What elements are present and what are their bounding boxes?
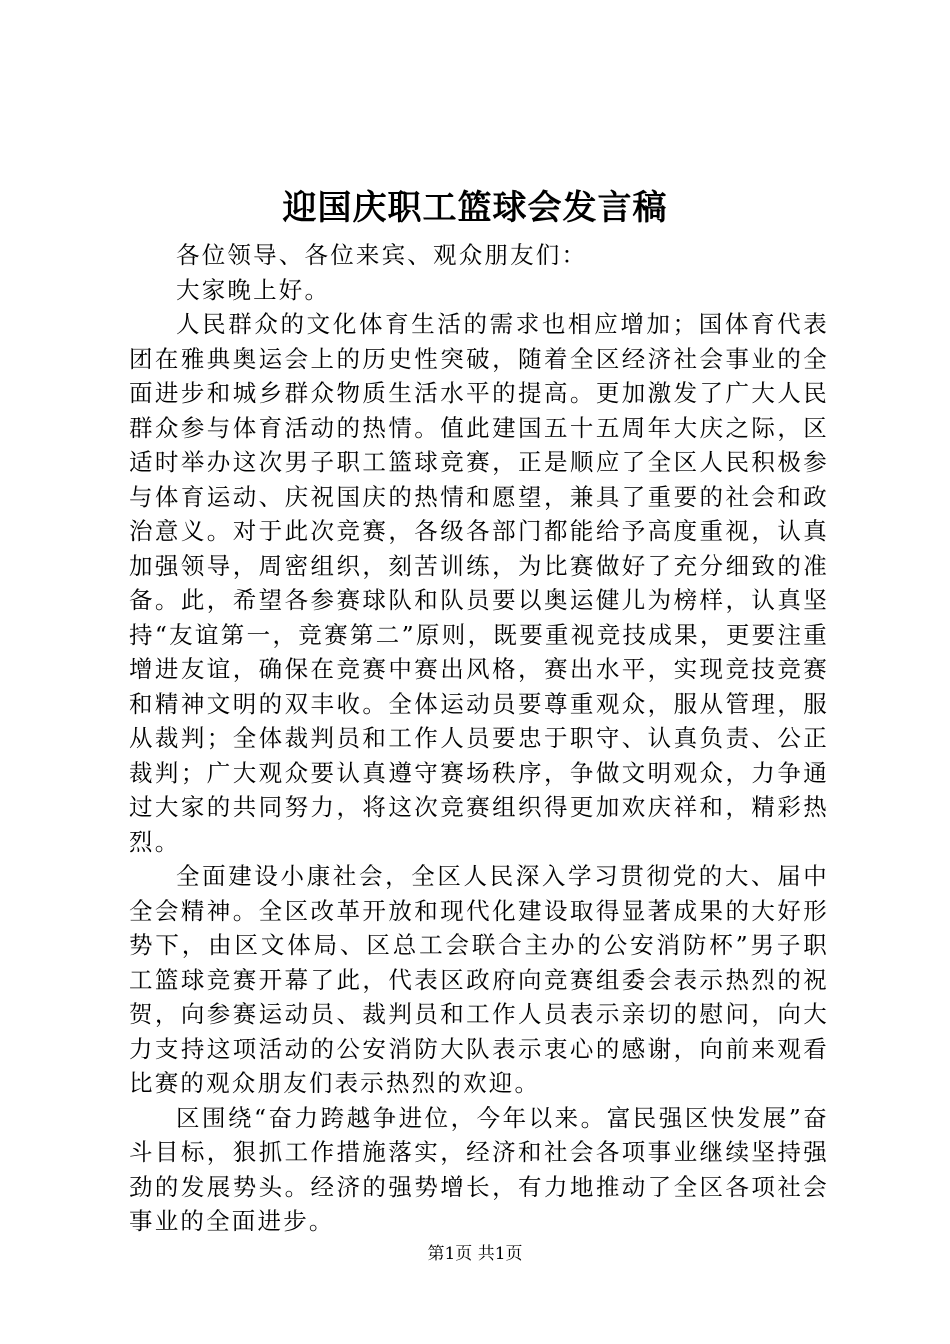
page-number-footer: 第1页 共1页 <box>427 1244 523 1264</box>
body-paragraph: 人民群众的文化体育生活的需求也相应增加；国体育代表团在雅典奥运会上的历史性突破，随着全区经济社会事业的全面进步和城乡群众物质生活水平的提高。更加激发了广大人民群众参与体育活动的热情。值此建国五十五周年大庆之际，区适时举办这次男子职工篮球竞赛，正是顺应了全区人民积极参与体育运动、庆祝国庆的热情和愿望，兼具了重要的社会和政治意义。对于此次竞赛，各级各部门都能给予高度重视，认真加强领导，周密组织，刻苦训练，为比赛做好了充分细致的准备。此，希望各参赛球队和队员要以奥运健儿为榜样，认真坚持“友谊第一，竞赛第二”原则，既要重视竞技成果，更要注重增进友谊，确保在竞赛中赛出风格，赛出水平，实现竞技竞赛和精神文明的双丰收。全体运动员要尊重观众，服从管理，服从裁判；全体裁判员和工作人员要忠于职守、认真负责、公正裁判；广大观众要认真遵守赛场秩序，争做文明观众，力争通过大家的共同努力，将这次竞赛组织得更加欢庆祥和，精彩热烈。 <box>129 310 829 856</box>
greeting: 大家晚上好。 <box>176 275 331 304</box>
body-paragraph: 全面建设小康社会，全区人民深入学习贯彻党的大、届中全会精神。全区改革开放和现代化建设取得显著成果的大好形势下，由区文体局、区总工会联合主办的公安消防杯”男子职工篮球竞赛开幕了此，代表区政府向竞赛组委会表示热烈的祝贺，向参赛运动员、裁判员和工作人员表示亲切的慰问，向大力支持这项活动的公安消防大队表示衷心的感谢，向前来观看比赛的观众朋友们表示热烈的欢迎。 <box>129 862 829 1097</box>
document-title: 迎国庆职工篮球会发言稿 <box>282 188 668 228</box>
body-paragraph: 区围绕“奋力跨越争进位，今年以来。富民强区快发展”奋斗目标，狠抓工作措施落实，经济和社会各项事业继续坚持强劲的发展势头。经济的强势增长，有力地推动了全区各项社会事业的全面进步。 <box>129 1103 829 1235</box>
salutation: 各位领导、各位来宾、观众朋友们： <box>176 241 588 269</box>
document-body <box>129 238 829 1239</box>
